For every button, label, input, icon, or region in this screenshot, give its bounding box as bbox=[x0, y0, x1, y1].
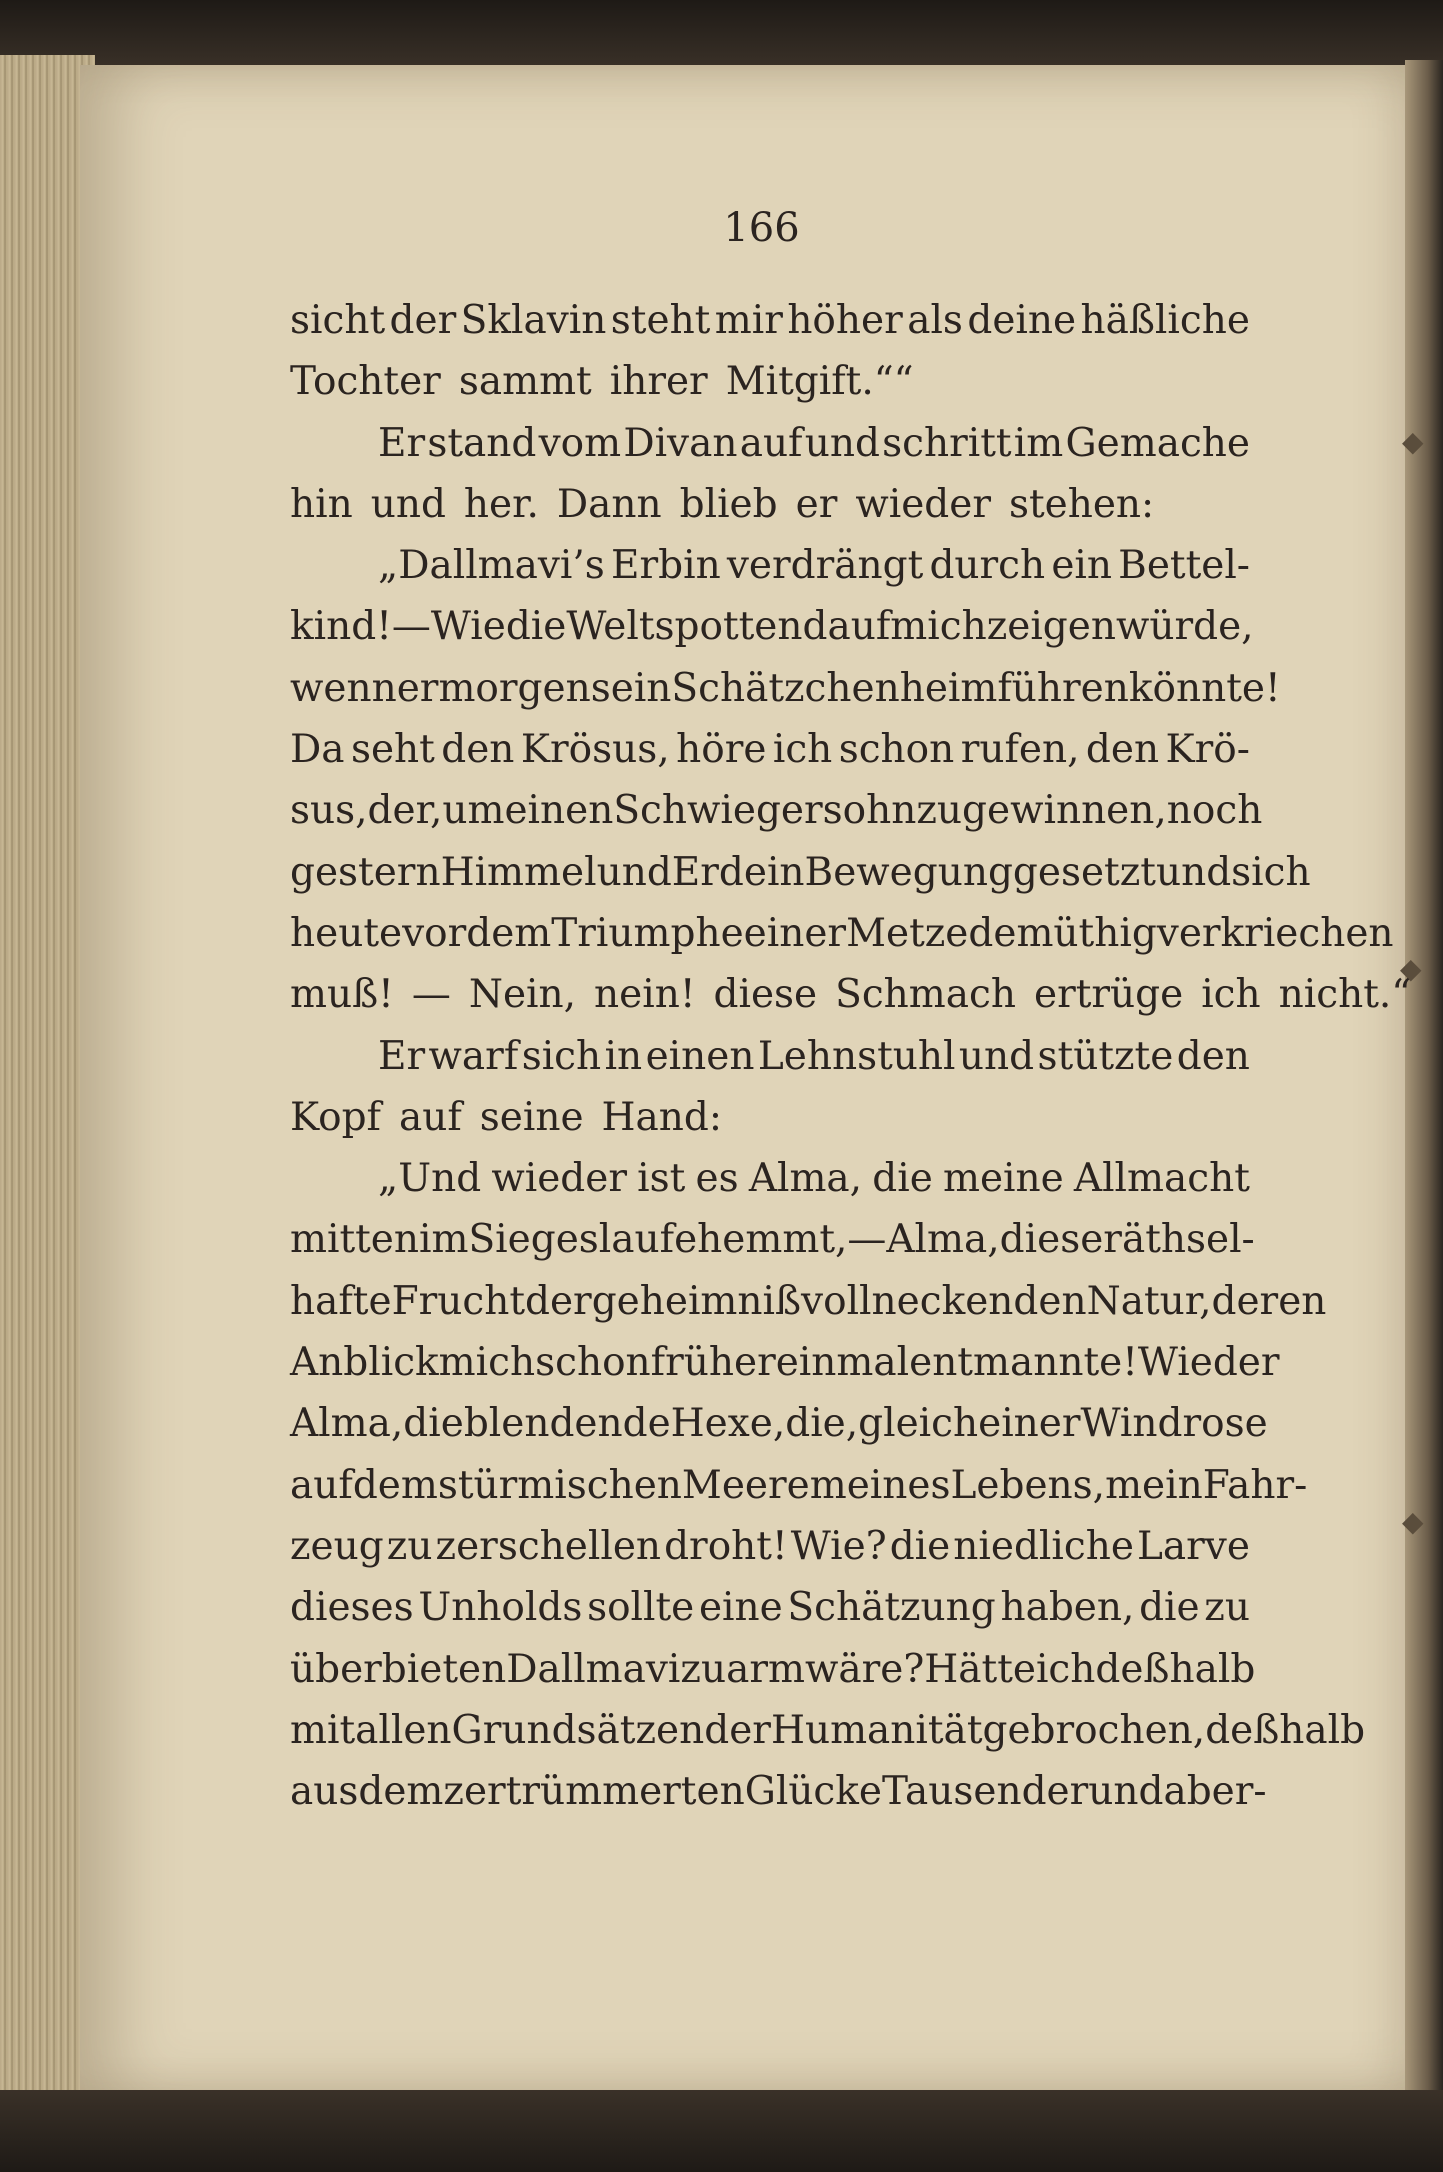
word: der bbox=[704, 1707, 771, 1753]
word: seine bbox=[479, 1094, 584, 1140]
word: geheimnißvoll bbox=[591, 1278, 872, 1324]
word: diese bbox=[713, 972, 818, 1018]
word: als bbox=[907, 298, 963, 343]
word: Dallmavi bbox=[506, 1646, 681, 1692]
word: heute bbox=[290, 910, 403, 956]
word: ich bbox=[1035, 1646, 1096, 1692]
text-line bbox=[290, 842, 1311, 903]
word: stand bbox=[427, 420, 537, 466]
word: sus, bbox=[290, 788, 368, 834]
word: gleich bbox=[858, 1401, 979, 1447]
word: demüthig bbox=[968, 910, 1157, 956]
word: nicht.“ bbox=[1278, 972, 1412, 1018]
word: Larve bbox=[1137, 1523, 1250, 1569]
word: meine bbox=[943, 1156, 1064, 1202]
word: vom bbox=[538, 420, 622, 466]
word: hafte bbox=[290, 1278, 392, 1324]
word: noch bbox=[1166, 788, 1263, 834]
word: stürmischen bbox=[437, 1462, 682, 1508]
word: heimführen bbox=[899, 665, 1129, 711]
text-line bbox=[290, 1700, 1366, 1761]
word: räthsel- bbox=[1103, 1217, 1255, 1263]
word: Sklavin bbox=[460, 298, 607, 343]
word: den bbox=[1176, 1033, 1250, 1079]
word: Alma, bbox=[748, 1156, 863, 1202]
word: sein bbox=[590, 665, 672, 711]
word: warf bbox=[428, 1033, 519, 1079]
word: ertrüge bbox=[1034, 972, 1184, 1018]
text-line bbox=[290, 1332, 1280, 1393]
word: Krö- bbox=[1165, 727, 1250, 773]
word: neckenden bbox=[871, 1278, 1087, 1324]
word: er bbox=[396, 665, 439, 711]
body-text bbox=[290, 290, 1412, 1822]
word: und bbox=[596, 849, 672, 895]
word: einer bbox=[978, 1401, 1081, 1447]
word: her. bbox=[463, 481, 539, 527]
word: wieder bbox=[855, 481, 991, 527]
book-cover-top bbox=[0, 0, 1443, 70]
word: und bbox=[804, 420, 880, 466]
text-line bbox=[290, 903, 1394, 964]
word: und bbox=[958, 1033, 1035, 1079]
word: stützte bbox=[1037, 1033, 1174, 1079]
text-line bbox=[290, 1577, 1250, 1638]
word: allen bbox=[355, 1707, 452, 1753]
word: in bbox=[766, 849, 805, 895]
word: deßhalb bbox=[1205, 1707, 1366, 1753]
word: dem bbox=[466, 910, 552, 956]
word: droht! bbox=[664, 1523, 788, 1569]
word: zertrümmerten bbox=[443, 1769, 745, 1815]
word: deren bbox=[1211, 1278, 1327, 1324]
word: durch bbox=[929, 543, 1046, 589]
word: gebrochen, bbox=[982, 1707, 1206, 1753]
word: höre bbox=[676, 727, 767, 773]
word: arm bbox=[726, 1646, 805, 1692]
word: Windrose bbox=[1080, 1401, 1268, 1447]
text-line bbox=[290, 1148, 1250, 1209]
word: es bbox=[695, 1156, 739, 1202]
margin-mark-icon: ◆ bbox=[1402, 1505, 1424, 1538]
word: zu bbox=[916, 788, 963, 834]
word: gesetzt bbox=[1012, 849, 1156, 895]
text-line bbox=[290, 1271, 1327, 1332]
word: wenn bbox=[290, 665, 397, 711]
text-line bbox=[290, 413, 1250, 474]
text-line bbox=[290, 596, 1254, 657]
text-line bbox=[290, 1209, 1255, 1270]
word: deßhalb bbox=[1095, 1646, 1256, 1692]
word: wäre? bbox=[804, 1646, 925, 1692]
word: sich bbox=[521, 1033, 602, 1079]
word: Bettel- bbox=[1118, 543, 1250, 589]
book-spine-edge bbox=[1405, 60, 1443, 2100]
word: kind! bbox=[290, 604, 392, 650]
word: blendende bbox=[463, 1401, 671, 1447]
text-line bbox=[290, 1516, 1250, 1577]
word: dieses bbox=[290, 1585, 414, 1631]
word: steht bbox=[610, 298, 711, 343]
word: Wieder bbox=[1137, 1340, 1280, 1386]
word: Wie? bbox=[790, 1523, 887, 1569]
word: und bbox=[1088, 1769, 1164, 1815]
word: mein bbox=[1105, 1462, 1203, 1508]
word: Er bbox=[378, 420, 426, 466]
word: Grundsätzen bbox=[451, 1707, 705, 1753]
word: Erde bbox=[671, 849, 767, 895]
word: die, bbox=[785, 1401, 859, 1447]
word: und bbox=[1155, 849, 1232, 895]
word: Unholds bbox=[418, 1585, 583, 1631]
word: — bbox=[411, 972, 451, 1018]
word: höher bbox=[787, 298, 903, 343]
word: mit bbox=[290, 1707, 356, 1753]
word: spottend bbox=[654, 604, 828, 650]
word: der bbox=[389, 298, 457, 343]
word: seht bbox=[350, 727, 435, 773]
text-line bbox=[290, 351, 1250, 412]
word: rufen, bbox=[960, 727, 1080, 773]
word: die bbox=[505, 604, 567, 650]
word: Alma, bbox=[886, 1217, 1000, 1263]
word: — bbox=[391, 604, 431, 650]
word: die bbox=[1139, 1585, 1200, 1631]
word: muß! bbox=[290, 972, 394, 1018]
word: ich bbox=[1201, 972, 1261, 1018]
word: mich bbox=[438, 1340, 536, 1386]
word: „Dallmavi’s bbox=[378, 543, 605, 589]
word: Meere bbox=[681, 1462, 810, 1508]
text-line bbox=[290, 1761, 1267, 1822]
word: Metze bbox=[846, 910, 969, 956]
word: auf bbox=[739, 420, 803, 466]
word: hin bbox=[290, 481, 353, 527]
text-line bbox=[290, 658, 1281, 719]
word: ein bbox=[1051, 543, 1112, 589]
word: sammt bbox=[458, 359, 592, 405]
word: Tochter bbox=[290, 359, 441, 405]
word: Da bbox=[290, 727, 345, 773]
word: niedliche bbox=[953, 1523, 1134, 1569]
word: Lehnstuhl bbox=[757, 1033, 956, 1079]
margin-mark-icon: ◆ bbox=[1402, 425, 1424, 458]
word: Bewegung bbox=[804, 849, 1013, 895]
word: Welt bbox=[566, 604, 655, 650]
word: zu bbox=[386, 1523, 433, 1569]
word: auf bbox=[398, 1094, 462, 1140]
word: zu bbox=[1204, 1585, 1250, 1631]
word: würde, bbox=[1115, 604, 1254, 650]
word: mir bbox=[714, 298, 783, 343]
word: aus bbox=[290, 1769, 359, 1815]
word: Erbin bbox=[611, 543, 721, 589]
word: zu bbox=[680, 1646, 727, 1692]
word: früher bbox=[650, 1340, 776, 1386]
word: nein! bbox=[594, 972, 696, 1018]
word: Hätte bbox=[924, 1646, 1036, 1692]
word: ich bbox=[772, 727, 833, 773]
word: ist bbox=[637, 1156, 686, 1202]
word: Tausender bbox=[882, 1769, 1089, 1815]
text-line bbox=[290, 964, 1412, 1025]
word: Anblick bbox=[290, 1340, 439, 1386]
word: Hand: bbox=[601, 1094, 723, 1140]
word: eine bbox=[698, 1585, 783, 1631]
word: diese bbox=[999, 1217, 1104, 1263]
word: schon bbox=[535, 1340, 651, 1386]
text-line bbox=[290, 780, 1263, 841]
word: wieder bbox=[491, 1156, 627, 1202]
word: Dann bbox=[556, 481, 662, 527]
word: Himmel bbox=[440, 849, 597, 895]
word: vor bbox=[402, 910, 467, 956]
word: — bbox=[847, 1217, 887, 1263]
text-line bbox=[290, 1087, 1250, 1148]
word: Frucht bbox=[391, 1278, 526, 1324]
text-line bbox=[290, 1639, 1256, 1700]
word: häßliche bbox=[1080, 298, 1250, 343]
word: den bbox=[1085, 727, 1160, 773]
word: gewinnen, bbox=[962, 788, 1167, 834]
word: schritt bbox=[882, 420, 1012, 466]
word: in bbox=[604, 1033, 643, 1079]
word: die bbox=[403, 1401, 464, 1447]
word: Mitgift.““ bbox=[725, 359, 914, 405]
word: mitten bbox=[290, 1217, 419, 1263]
word: die bbox=[872, 1156, 933, 1202]
word: Schätzchen bbox=[671, 665, 900, 711]
word: gestern bbox=[290, 849, 441, 895]
word: und bbox=[370, 481, 446, 527]
word: auf bbox=[827, 604, 891, 650]
word: „Und bbox=[378, 1156, 482, 1202]
word: einen bbox=[645, 1033, 755, 1079]
word: verdrängt bbox=[726, 543, 924, 589]
page-number: 166 bbox=[723, 205, 800, 251]
text-line bbox=[290, 1393, 1268, 1454]
text-line bbox=[290, 290, 1250, 351]
word: auf bbox=[290, 1462, 353, 1508]
word: meines bbox=[809, 1462, 951, 1508]
word: morgen bbox=[438, 665, 591, 711]
word: haben, bbox=[1000, 1585, 1135, 1631]
word: Wie bbox=[430, 604, 506, 650]
word: Schwiegersohn bbox=[613, 788, 917, 834]
word: den bbox=[441, 727, 515, 773]
text-line bbox=[290, 1455, 1308, 1516]
word: im bbox=[419, 1217, 469, 1263]
word: Gemache bbox=[1065, 420, 1250, 466]
word: überbieten bbox=[290, 1646, 507, 1692]
word: Alma, bbox=[290, 1401, 404, 1447]
word: zeug bbox=[290, 1523, 384, 1569]
word: um bbox=[442, 788, 505, 834]
word: einer bbox=[743, 910, 847, 956]
text-line bbox=[290, 474, 1250, 535]
word: stehen: bbox=[1008, 481, 1155, 527]
word: Schmach bbox=[835, 972, 1016, 1018]
word: sollte bbox=[587, 1585, 695, 1631]
word: Nein, bbox=[468, 972, 577, 1018]
word: einen bbox=[504, 788, 614, 834]
text-line bbox=[290, 719, 1250, 780]
word: im bbox=[1013, 420, 1064, 466]
word: Er bbox=[378, 1033, 426, 1079]
word: zerschellen bbox=[435, 1523, 662, 1569]
word: Triumphe bbox=[551, 910, 744, 956]
word: ihrer bbox=[609, 359, 708, 405]
word: zeigen bbox=[986, 604, 1116, 650]
word: Divan bbox=[623, 420, 738, 466]
word: Humanität bbox=[770, 1707, 983, 1753]
word: Fahr- bbox=[1202, 1462, 1308, 1508]
word: Siegeslaufe bbox=[468, 1217, 698, 1263]
word: sich bbox=[1231, 849, 1311, 895]
word: Hexe, bbox=[670, 1401, 786, 1447]
word: Lebens, bbox=[950, 1462, 1106, 1508]
word: hemmt, bbox=[697, 1217, 848, 1263]
word: der, bbox=[367, 788, 443, 834]
word: Kopf bbox=[290, 1094, 381, 1140]
word: der bbox=[525, 1278, 592, 1324]
word: dem bbox=[358, 1769, 444, 1815]
text-line bbox=[290, 535, 1250, 596]
word: könnte! bbox=[1128, 665, 1281, 711]
word: dem bbox=[352, 1462, 438, 1508]
word: Glücke bbox=[744, 1769, 882, 1815]
word: Krösus, bbox=[520, 727, 670, 773]
word: Natur, bbox=[1086, 1278, 1212, 1324]
word: einmal bbox=[775, 1340, 910, 1386]
word: verkriechen bbox=[1156, 910, 1394, 956]
book-cover-bottom bbox=[0, 2090, 1443, 2172]
word: blieb bbox=[679, 481, 778, 527]
margin-mark-icon: ◆ bbox=[1400, 952, 1422, 985]
text-line bbox=[290, 1026, 1250, 1087]
word: Allmacht bbox=[1073, 1156, 1250, 1202]
word: er bbox=[795, 481, 838, 527]
word: sicht bbox=[290, 298, 386, 343]
word: Schätzung bbox=[787, 1585, 996, 1631]
word: entmannte! bbox=[909, 1340, 1138, 1386]
word: aber- bbox=[1163, 1769, 1267, 1815]
word: die bbox=[889, 1523, 951, 1569]
word: deine bbox=[967, 298, 1077, 343]
word: schon bbox=[838, 727, 955, 773]
word: mich bbox=[890, 604, 987, 650]
